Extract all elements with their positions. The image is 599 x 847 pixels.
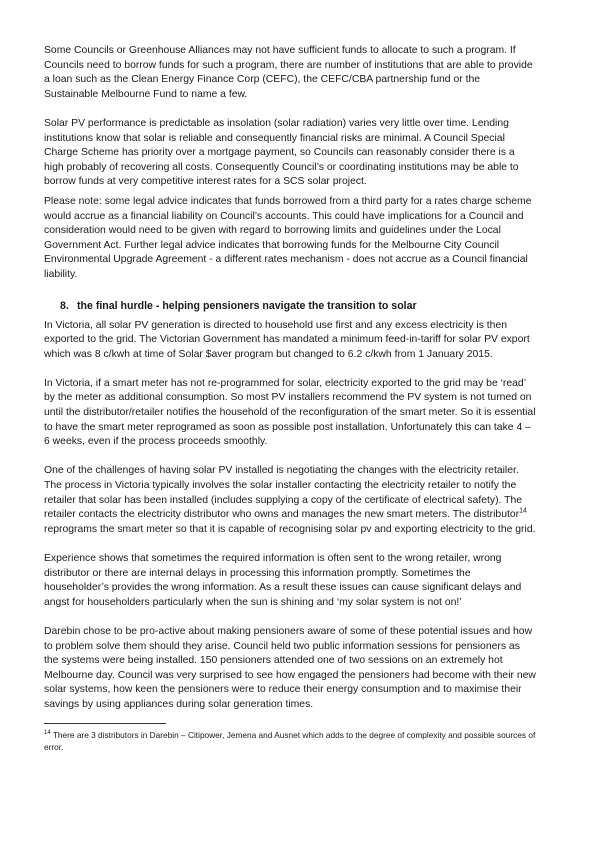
section-title: the final hurdle - helping pensioners navigate the transition to solar <box>77 299 417 312</box>
paragraph-feed-in-tariff: In Victoria, all solar PV generation is directed to household use first and any excess electricity is then exported to the grid. The Victorian Government has mandated a minimum feed-in-tariff for solar PV export which was 8 c/kwh at time of Solar $aver program but changed to 6.2 c/kwh from 1 January 2015. <box>44 319 530 360</box>
section-number: 8. <box>60 299 69 312</box>
paragraph-borrowing-funds: Some Councils or Greenhouse Alliances may not have sufficient funds to allocate to such a program. If Councils need to borrow funds for such a program, there are number of institutions that are able to provide a loan such as the Clean Energy Finance Corp (CEFC), the CEFC/CBA partnership fund or the Sustainable Melbourne Fund to name a few. <box>44 45 533 100</box>
footnote-marker: 14 <box>44 729 51 736</box>
paragraph-retailer-process <box>44 464 537 537</box>
footnote <box>44 729 537 753</box>
retailer-text-after: reprograms the smart meter so that it is capable of recognising solar pv and exporting electricity to the grid. <box>44 523 536 535</box>
retailer-text-before: One of the challenges of having solar PV installed is negotiating the changes with the electricity retailer. The process in Victoria typically involves the solar installer contacting the electricity retailer to notify the retailer that solar has been installed (includes supplying a copy of the certificate of electrical safety). The retailer contacts the electricity distributor who owns and manages the new smart meters. The distributor <box>44 465 523 521</box>
paragraph-smart-meter: In Victoria, if a smart meter has not re-programmed for solar, electricity exported to the grid may be ‘read’ by the meter as additional consumption. So most PV installers recommend the PV system is not turned on until the distributor/retailer notifies the household of the reconfiguration of the smart meter. So it is essential to have the smart meter reprogramed as soon as possible post installation. Unfortunately this can take 4 – 6 weeks, even if the process proceeds smoothly. <box>44 377 536 448</box>
paragraph-legal-note: Please note: some legal advice indicates that funds borrowed from a third party for a rates charge scheme would accrue as a financial liability on Council’s accounts. This could have implications for a Council and consideration would need to be given with regard to borrowing limits and guidelines under the Local Government Act. Further legal advice indicates that borrowing funds for the Melbourne City Council Environmental Upgrade Agreement - a different rates mechanism - does not accrue as a Council financial liability. <box>44 195 532 280</box>
section-heading <box>44 299 537 313</box>
paragraph-solar-performance: Solar PV performance is predictable as insolation (solar radiation) varies very little over time. Lending institutions know that solar is reliable and consequently financial risks are minimal. A Council Special Charge Scheme has priority over a mortgage payment, so Councils can reasonably consider there is a high probably of recovering all costs. Consequently Council’s or coordinating institutions may be able to borrow funds at very competitive interest rates for a SCS solar project. <box>44 117 519 188</box>
paragraph-darebin-sessions: Darebin chose to be pro-active about making pensioners aware of some of these potential issues and how to problem solve them should they arise. Council held two public information sessions for pensioners as the systems were being installed. 150 pensioners attended one of two sessions on an extremely hot Melbourne day. Council was very surprised to see how engaged the pensioners had become with their new solar systems, how keen the pensioners were to reduce their energy consumption and to maximise their savings by using appliances during solar generation times. <box>44 625 536 710</box>
footnote-reference[interactable]: 14 <box>519 507 527 515</box>
paragraph-experience: Experience shows that sometimes the required information is often sent to the wrong retailer, wrong distributor or there are internal delays in processing this information promptly. Sometimes the householder’s provides the wrong information. As a result these issues can cause significant delays and angst for householders particularly when the sun is shining and ‘my solar system is not on!’ <box>44 553 522 608</box>
footnote-divider <box>44 723 166 724</box>
footnote-text: There are 3 distributors in Darebin – Citipower, Jemena and Ausnet which adds to the degree of complexity and possible sources of error. <box>44 729 536 752</box>
